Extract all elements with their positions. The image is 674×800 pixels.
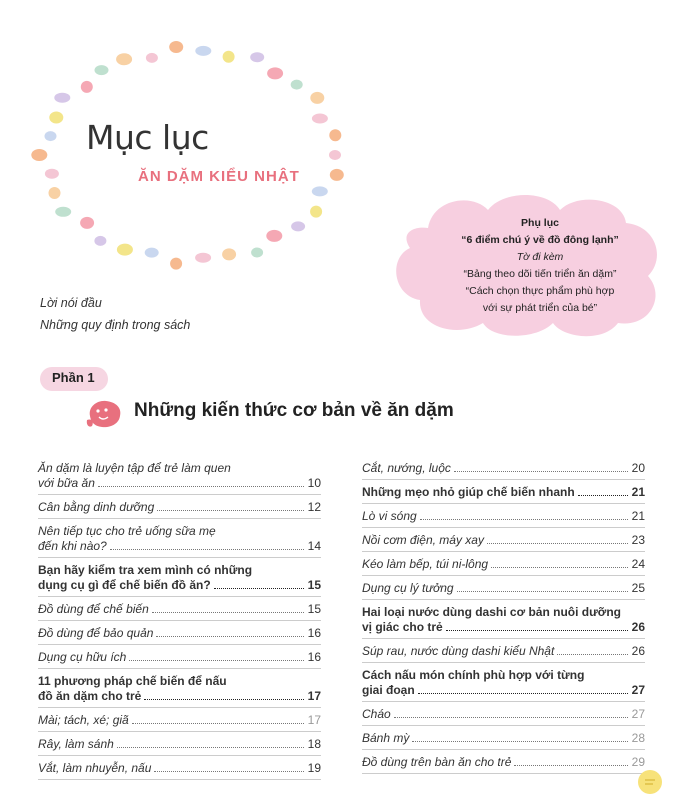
- toc-preface[interactable]: Lời nói đầu: [40, 296, 102, 310]
- ring-dot: [329, 129, 341, 141]
- toc-entry-title: Đồ dùng để chế biến: [38, 602, 149, 616]
- toc-entry-title: đồ ăn dặm cho trẻ: [38, 689, 142, 703]
- toc-entry[interactable]: [38, 732, 321, 756]
- dot-leader: [152, 612, 304, 613]
- toc-entry[interactable]: [362, 456, 645, 480]
- ring-dot: [117, 244, 133, 256]
- dot-leader: [418, 693, 628, 694]
- toc-entry[interactable]: [38, 558, 321, 597]
- toc-page-number: 26: [631, 620, 645, 634]
- ring-dot: [49, 112, 63, 124]
- ring-dot: [223, 51, 235, 63]
- dot-leader: [214, 588, 304, 589]
- toc-page-number: 17: [307, 713, 321, 727]
- ring-dot: [146, 53, 158, 63]
- toc-entry-title: Kéo làm bếp, túi ni-lông: [362, 557, 489, 571]
- ring-dot: [81, 81, 93, 93]
- dot-leader: [98, 486, 304, 487]
- toc-entry-title: Nồi cơm điện, máy xay: [362, 533, 484, 547]
- ring-dot: [312, 114, 328, 124]
- toc-entry[interactable]: [38, 621, 321, 645]
- toc-entry-title: Đồ dùng trên bàn ăn cho trẻ: [362, 755, 512, 769]
- toc-entry-title: Rây, làm sánh: [38, 737, 114, 751]
- appendix-item-progress-chart: “Bảng theo dõi tiến triển ăn dặm”: [463, 268, 617, 280]
- toc-entry-title: Cháo: [362, 707, 391, 721]
- appendix-item-food-choice-b: với sự phát triển của bé”: [482, 302, 598, 314]
- book-subtitle: ĂN DẶM KIỂU NHẬT: [138, 168, 300, 185]
- ring-dot: [222, 248, 236, 260]
- dot-leader: [420, 519, 628, 520]
- toc-entry-title: Ăn dặm là luyện tập để trẻ làm quen: [38, 461, 231, 475]
- toc-entry-title: dụng cụ gì để chế biến đồ ăn?: [38, 578, 211, 592]
- toc-entry-title: với bữa ăn: [38, 476, 95, 490]
- toc-entry[interactable]: [362, 480, 645, 504]
- ring-dot: [310, 92, 324, 104]
- ring-dot: [55, 207, 71, 217]
- dot-leader: [156, 636, 304, 637]
- toc-entry-title: Vắt, làm nhuyễn, nấu: [38, 761, 152, 775]
- dot-leader: [457, 591, 628, 592]
- toc-page-number: 29: [631, 755, 645, 769]
- toc-entry[interactable]: [362, 663, 645, 702]
- toc-entry-title: Cách nấu món chính phù hợp với từng: [362, 668, 585, 682]
- toc-entry-title: Dụng cụ hữu ích: [38, 650, 127, 664]
- toc-entry-title: Bạn hãy kiểm tra xem mình có những: [38, 563, 253, 577]
- dot-leader: [557, 654, 628, 655]
- toc-entry-title: Cắt, nướng, luộc: [362, 461, 451, 475]
- toc-entry[interactable]: [362, 528, 645, 552]
- ring-dot: [195, 46, 211, 56]
- toc-entry[interactable]: [362, 726, 645, 750]
- toc-left-column: [38, 456, 321, 780]
- ring-dot: [310, 206, 322, 218]
- dot-leader: [117, 747, 304, 748]
- dot-leader: [154, 771, 304, 772]
- ring-dot: [266, 230, 282, 242]
- pink-blob-icon: [84, 398, 124, 430]
- ring-dot: [94, 236, 106, 246]
- toc-rules[interactable]: Những quy định trong sách: [40, 318, 191, 332]
- toc-entry-title: đến khi nào?: [38, 539, 107, 553]
- toc-right-column: [362, 456, 645, 774]
- toc-page-number: 10: [307, 476, 321, 490]
- toc-entry-title: Đồ dùng để bảo quản: [38, 626, 154, 640]
- part-title: Những kiến thức cơ bản về ăn dặm: [134, 400, 454, 421]
- toc-entry[interactable]: [362, 600, 645, 639]
- toc-page-number: 16: [307, 626, 321, 640]
- ring-dot: [170, 258, 182, 270]
- toc-entry-title: Nên tiếp tục cho trẻ uống sữa mẹ: [38, 524, 216, 538]
- part-label: Phần 1: [52, 370, 95, 385]
- ring-dot: [330, 169, 344, 181]
- toc-page-number: 25: [631, 581, 645, 595]
- dot-leader: [129, 660, 304, 661]
- toc-entry[interactable]: [362, 552, 645, 576]
- dot-leader: [491, 567, 628, 568]
- toc-page-number: 26: [631, 644, 645, 658]
- dot-leader: [110, 549, 304, 550]
- toc-page-number: 27: [631, 683, 645, 697]
- toc-entry[interactable]: [362, 639, 645, 663]
- toc-entry[interactable]: [38, 519, 321, 558]
- toc-entry[interactable]: [38, 645, 321, 669]
- dot-leader: [144, 699, 304, 700]
- toc-entry[interactable]: [38, 669, 321, 708]
- ring-dot: [80, 217, 94, 229]
- ring-dot: [169, 41, 183, 53]
- ring-dot: [312, 186, 328, 196]
- ring-dot: [250, 52, 264, 62]
- dot-leader: [394, 717, 628, 718]
- toc-entry-title: Hai loại nước dùng dashi cơ bản nuôi dưỡng: [362, 605, 621, 619]
- appendix-item-food-choice-a: “Cách chọn thực phẩm phù hợp: [465, 285, 615, 297]
- dot-leader: [454, 471, 628, 472]
- toc-page-number: 21: [631, 509, 645, 523]
- appendix-attach-label: Tờ đi kèm: [516, 251, 564, 263]
- toc-entry[interactable]: [38, 456, 321, 495]
- toc-entry-title: Bánh mỳ: [362, 731, 410, 745]
- appendix-box: [420, 215, 660, 317]
- page-title: Mục lục: [86, 118, 209, 157]
- ring-dot: [95, 65, 109, 75]
- ring-dot: [291, 80, 303, 90]
- toc-entry-title: Dụng cụ lý tưởng: [362, 581, 454, 595]
- toc-page-number: 27: [631, 707, 645, 721]
- dot-leader: [412, 741, 628, 742]
- toc-page-number: 24: [631, 557, 645, 571]
- ring-dot: [116, 53, 132, 65]
- ring-dot: [49, 187, 61, 199]
- dot-leader: [514, 765, 628, 766]
- toc-entry-title: Mài; tách, xé; giã: [38, 713, 129, 727]
- toc-entry[interactable]: [38, 597, 321, 621]
- ring-dot: [31, 149, 47, 161]
- toc-page-number: 19: [307, 761, 321, 775]
- dot-leader: [132, 723, 304, 724]
- ring-dot: [267, 67, 283, 79]
- toc-entry[interactable]: [38, 495, 321, 519]
- toc-page-number: 15: [307, 578, 321, 592]
- toc-entry-title: vị giác cho trẻ: [362, 620, 443, 634]
- toc-entry-title: Những mẹo nhỏ giúp chế biến nhanh: [362, 485, 575, 499]
- ring-dot: [45, 131, 57, 141]
- page-corner-sun-icon: [628, 766, 668, 796]
- dot-leader: [578, 495, 628, 496]
- toc-page-number: 15: [307, 602, 321, 616]
- toc-page-number: 23: [631, 533, 645, 547]
- toc-entry[interactable]: [38, 756, 321, 780]
- toc-entry-title: Lò vi sóng: [362, 509, 417, 523]
- toc-page-number: 12: [307, 500, 321, 514]
- toc-entry-title: giai đoạn: [362, 683, 415, 697]
- appendix-item-frozen-food: “6 điểm chú ý về đồ đông lạnh”: [461, 234, 619, 246]
- ring-dot: [195, 253, 211, 263]
- dot-leader: [446, 630, 628, 631]
- toc-entry[interactable]: [362, 504, 645, 528]
- toc-entry[interactable]: [362, 702, 645, 726]
- toc-page-number: 28: [631, 731, 645, 745]
- ring-dot: [291, 221, 305, 231]
- ring-dot: [54, 93, 70, 103]
- toc-entry[interactable]: [362, 576, 645, 600]
- ring-dot: [251, 248, 263, 258]
- ring-dot: [145, 248, 159, 258]
- dot-leader: [487, 543, 628, 544]
- toc-entry-title: Súp rau, nước dùng dashi kiểu Nhật: [362, 644, 555, 658]
- toc-page-number: 20: [631, 461, 645, 475]
- toc-entry-title: 11 phương pháp chế biến để nấu: [38, 674, 227, 688]
- toc-page-number: 17: [307, 689, 321, 703]
- appendix-heading: Phụ lục: [521, 217, 559, 229]
- toc-page-number: 14: [307, 539, 321, 553]
- toc-entry-title: Cân bằng dinh dưỡng: [38, 500, 155, 514]
- toc-page-number: 16: [307, 650, 321, 664]
- toc-page-number: 18: [307, 737, 321, 751]
- toc-entry[interactable]: [362, 750, 645, 774]
- ring-dot: [329, 150, 341, 160]
- ring-dot: [45, 169, 59, 179]
- dot-leader: [157, 510, 304, 511]
- toc-entry[interactable]: [38, 708, 321, 732]
- toc-page-number: 21: [631, 485, 645, 499]
